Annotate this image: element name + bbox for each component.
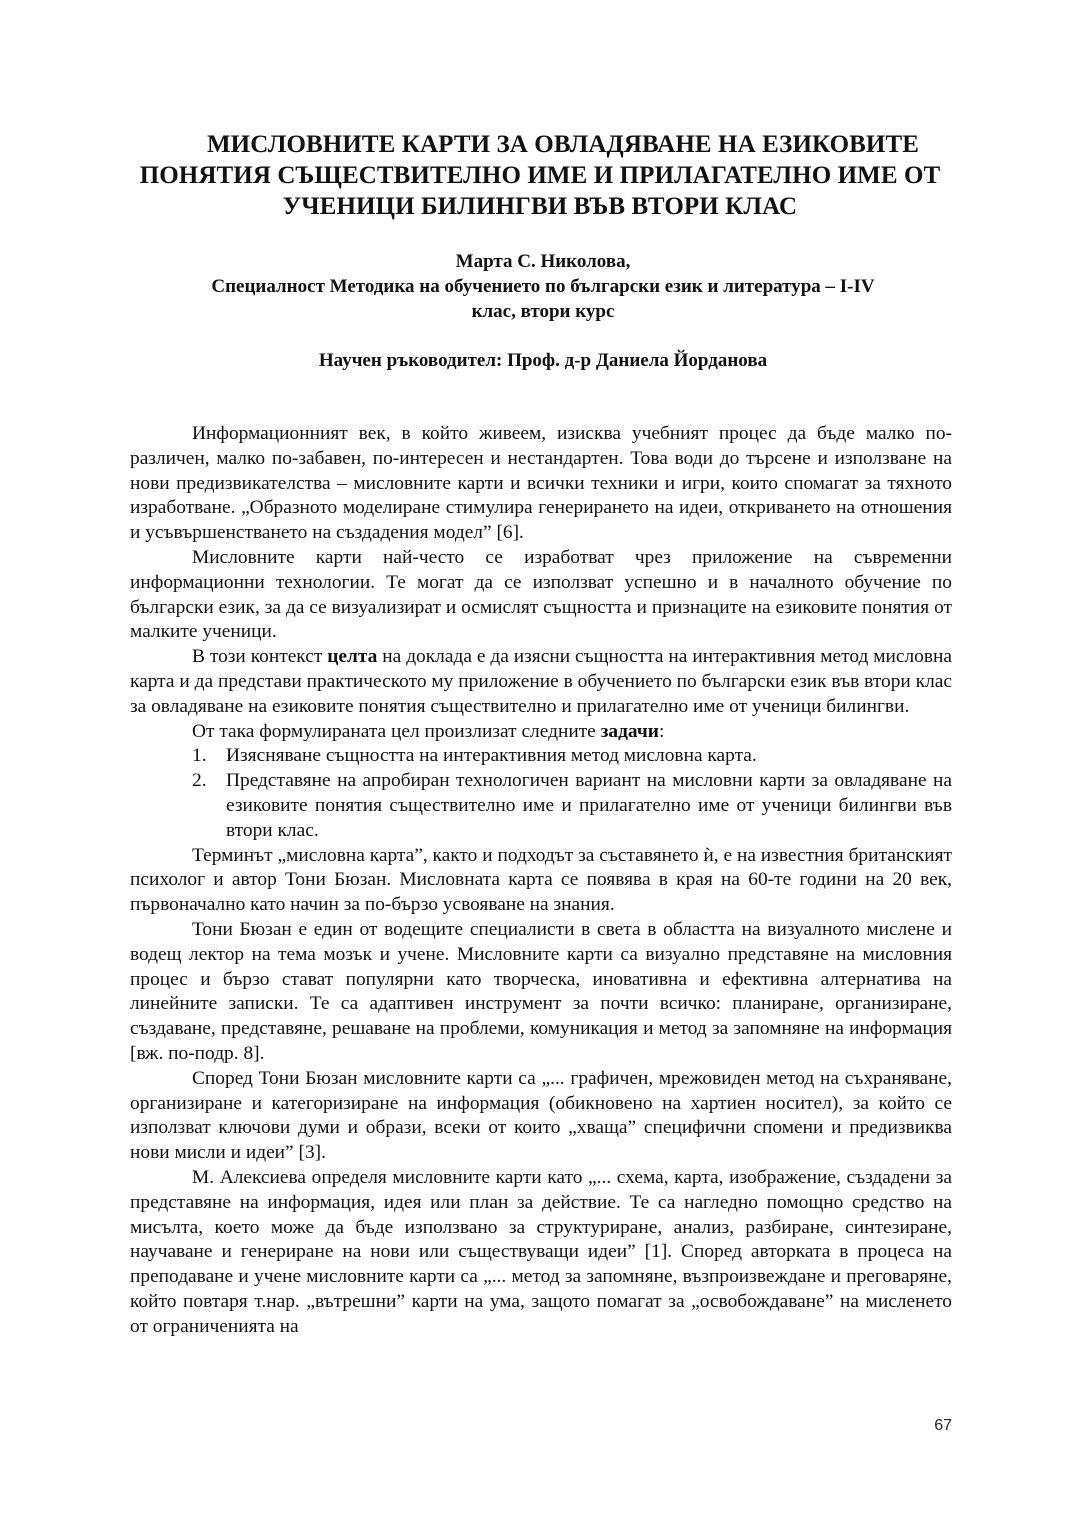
tasks-list <box>130 744 952 843</box>
list-item-number: 1. <box>192 745 207 767</box>
list-item-text: Изясняване същността на интерактивния метод мисловна карта. <box>226 745 757 767</box>
list-item <box>130 769 952 843</box>
page-number: 67 <box>934 1417 952 1434</box>
paragraph-5: Терминът „мисловна карта”, както и подходът за съставянето ѝ, е на известния британският психолог и автор Тони Бюзан. Мисловната карта се появява в края на 60-те години на 20 век, първоначално като начин за по-бързо усвояване на знания. <box>130 844 952 916</box>
list-item-number: 2. <box>192 770 207 792</box>
paragraph-3 <box>130 645 952 719</box>
title-line-3: УЧЕНИЦИ БИЛИНГВИ ВЪВ ВТОРИ КЛАС <box>282 193 798 220</box>
author-specialty: Специалност Методика на обучението по български език и литература – I-IV <box>211 276 875 297</box>
author-course: клас, втори курс <box>471 301 615 322</box>
paragraph-2: Мисловните карти най-често се изработват чрез приложение на съвременни информационни технологии. Те могат да се използват успешно и в началното обучение по български език, за да се визуализират и осмислят същността и признаците на езиковите понятия от малките ученици. <box>130 546 952 643</box>
paragraph-7: Според Тони Бюзан мисловните карти са „... графичен, мрежовиден метод на съхраняване, организиране и категоризиране на информация (обикновено на хартиен носител), за който се използват ключови думи и образи, всеки от които „хваща” специфични спомени и предизвиква нови мисли и идеи” [3]. <box>130 1067 952 1164</box>
paragraph-1: Информационният век, в който живеем, изисква учебният процес да бъде малко по-различен, малко по-забавен, по-интересен и нестандартен. Това води до търсене и използване на нови предизвикателства – мисловните карти и всички техники и игри, които спомагат за тяхното изработване. „Образното моделиране стимулира генерирането на идеи, откриването на отношения и усъвършенстването на създадения модел” [6]. <box>130 423 952 544</box>
list-item-text: Представяне на апробиран технологичен вариант на мисловни карти за овладяване на езиковите понятия съществително име и прилагателно име от ученици билингви във втори клас. <box>226 770 952 841</box>
paragraph-3-end: на доклада е да изясни същността на интерактивния метод мисловна карта и да представи практическото му приложение в обучението по български език във втори клас за овладяване на езиковите понятия съществително и прилагателно име от ученици билингви. <box>130 646 952 717</box>
paragraph-4-start: От така формулираната цел произлизат следните <box>192 720 601 742</box>
author-name: Марта С. Николова, <box>455 251 631 272</box>
paragraph-3-start: В този контекст <box>192 646 328 668</box>
paragraph-4 <box>130 720 952 745</box>
list-item <box>130 744 952 769</box>
paragraph-4-end: : <box>658 720 665 742</box>
title-line-2: ПОНЯТИЯ СЪЩЕСТВИТЕЛНО ИМЕ И ПРИЛАГАТЕЛНО ИМЕ ОТ <box>139 162 941 189</box>
supervisor-line: Научен ръководител: Проф. д-р Даниела Йорданова <box>318 350 768 371</box>
author-block <box>130 249 956 324</box>
tasks-emphasis: задачи <box>600 720 659 742</box>
paragraph-6: Тони Бюзан е един от водещите специалисти в света в областта на визуалното мислене и водещ лектор на тема мозък и учене. Мисловните карти са визуално представяне на мисловния процес и бързо стават популярни като творческа, иновативна и ефективна алтернатива на линейните записки. Те са адаптивен инструмент за почти всичко: планиране, организиране, създаване, представяне, решаване на проблеми, комуникация и метод за запомняне на информация [вж. по-подр. 8]. <box>130 918 952 1064</box>
paper-title <box>120 129 960 222</box>
title-line-1: МИСЛОВНИТЕ КАРТИ ЗА ОВЛАДЯВАНЕ НА ЕЗИКОВИТЕ <box>206 131 920 158</box>
paragraph-8: М. Алексиева определя мисловните карти като „... схема, карта, изображение, създадени за представяне на информация, идея или план за действие. Те са нагледно помощно средство на мисълта, което може да бъде използвано за структуриране, анализ, разбиране, синтезиране, научаване и генериране на нови или съществуващи идеи” [1]. Според авторката в процеса на преподаване и учене мисловните карти са „... метод за запомняне, възпроизвеждане и преговаряне, който повтаря т.нар. „вътрешни” карти на ума, защото помагат за „освобождаване” на мисленето от ограниченията на <box>130 1166 952 1337</box>
goal-emphasis: целта <box>327 646 378 668</box>
body-text <box>130 422 952 1339</box>
